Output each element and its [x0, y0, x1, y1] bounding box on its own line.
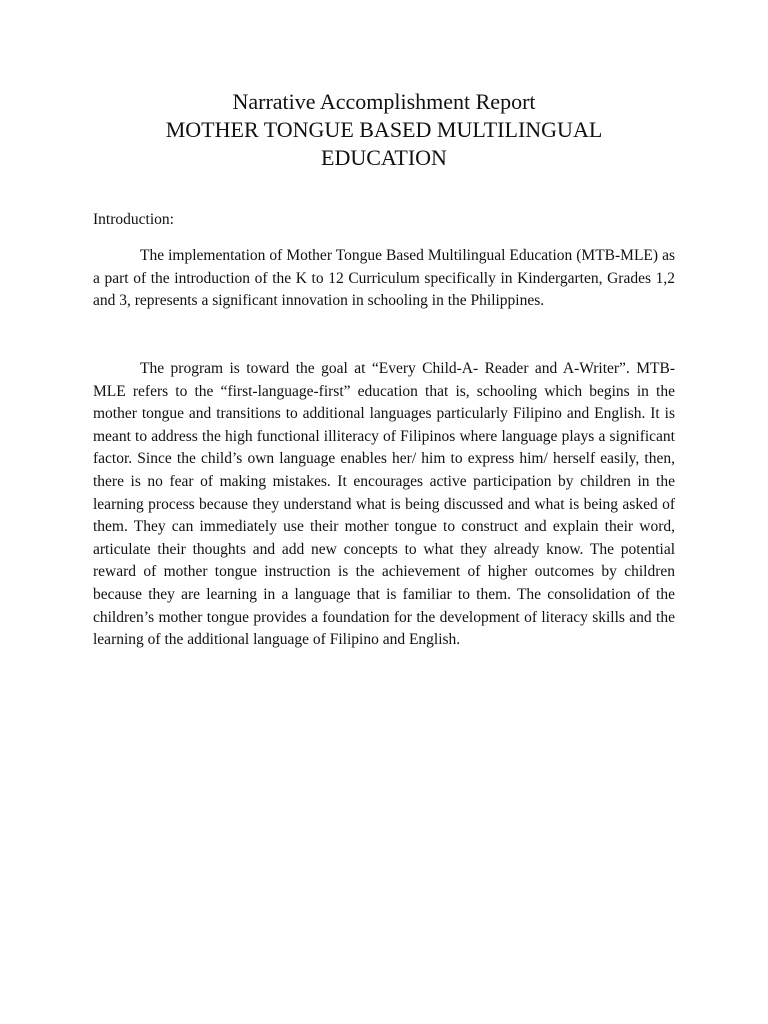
report-title: Narrative Accomplishment Report: [232, 89, 536, 114]
section-heading: Introduction:: [93, 211, 174, 228]
title-block: [60, 88, 708, 172]
program-title-line-1: MOTHER TONGUE BASED MULTILINGUAL: [165, 117, 603, 142]
paragraph: The program is toward the goal at “Every Child-A- Reader and A-Writer”. MTB- MLE refers to the “first-language-first” education that is, schooling which begins in the mother tongue and transitions to additional languages particularly Filipino and English. It is meant to address the high functional illiteracy of Filipinos where language plays a significant factor. Since the child’s own language enables her/ him to express him/ herself easily, then, there is no fear of making mistakes. It encourages active participation by children in the learning process because they understand what is being discussed and what is being asked of them. They can immediately use their mother tongue to construct and explain their word, articulate their thoughts and add new concepts to what they already know. The potential reward of mother tongue instruction is the achievement of higher outcomes by children because they are learning in a language that is familiar to them. The consolidation of the children’s mother tongue provides a foundation for the development of literacy skills and the learning of the additional language of Filipino and English.: [93, 360, 675, 649]
program-title-line-2: EDUCATION: [321, 145, 447, 170]
paragraph: The implementation of Mother Tongue Based Multilingual Education (MTB-MLE) as a part of the introduction of the K to 12 Curriculum specifically in Kindergarten, Grades 1,2 and 3, represents a significant innovation in schooling in the Philippines.: [93, 247, 675, 310]
